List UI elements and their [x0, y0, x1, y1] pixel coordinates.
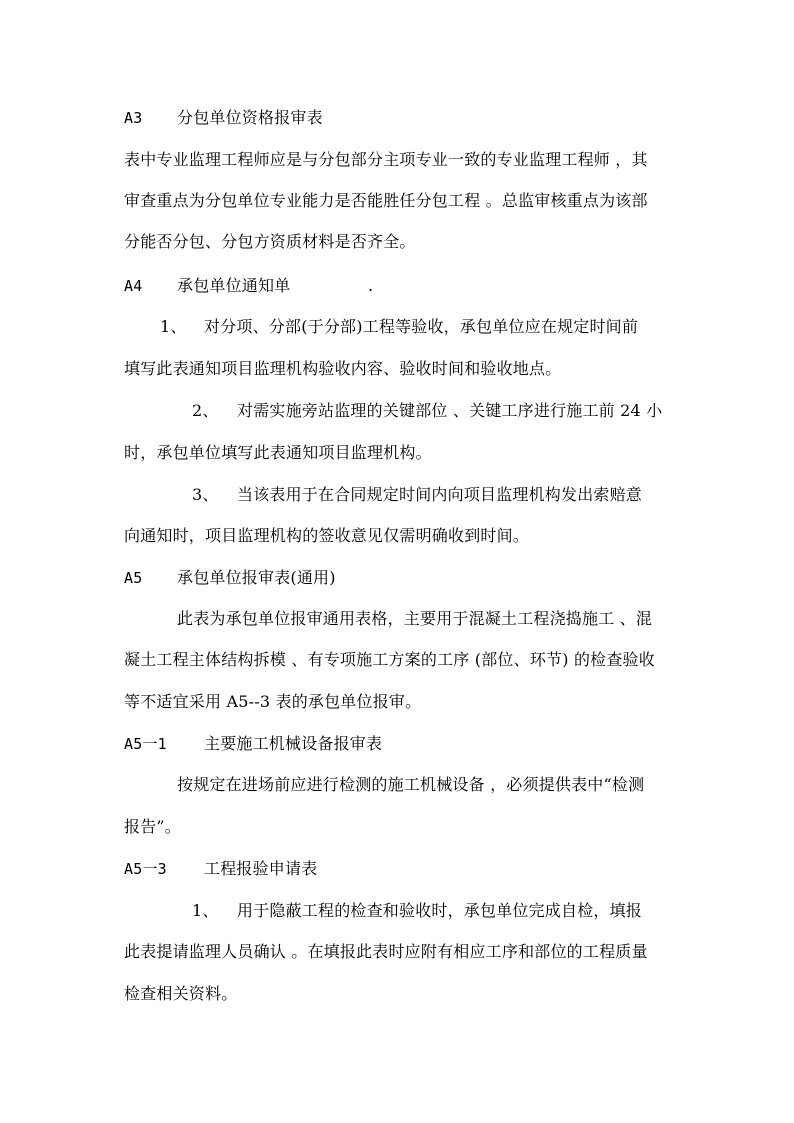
section-code-a4: A4	[124, 277, 143, 295]
section-title-a4: 承包单位通知单	[177, 276, 291, 295]
list-item-text: 向通知时，项目监理机构的签收意见仅需明确收到时间。	[124, 526, 530, 545]
paragraph-line: 凝土工程主体结构拆模 、有专项施工方案的工序 (部位、环节) 的检查验收	[124, 650, 655, 669]
list-item-text: 当该表用于在合同规定时间内向项目监理机构发出索赔意	[237, 485, 643, 504]
section-code-a5-3: A5一3	[124, 860, 167, 878]
section-title-a5-3: 工程报验申请表	[204, 859, 318, 878]
list-item-number: 3、	[192, 485, 219, 504]
list-item-text: 用于隐蔽工程的检查和验收时，承包单位完成自检，填报	[237, 901, 643, 920]
paragraph-line: 表中专业监理工程师应是与分包部分主项专业一致的专业监理工程师 ，其	[124, 150, 648, 169]
list-item-text: 对需实施旁站监理的关键部位 、关键工序进行施工前 24 小	[237, 401, 663, 420]
list-item-number: 1、	[160, 317, 187, 336]
list-item-number: 2、	[192, 401, 219, 420]
list-item-number: 1、	[192, 901, 219, 920]
paragraph-line: 分能否分包、分包方资质材料是否齐全。	[124, 232, 416, 251]
paragraph-line: 按规定在进场前应进行检测的施工机械设备 ，必须提供表中“检测	[177, 775, 645, 794]
section-title-a5-1: 主要施工机械设备报审表	[204, 734, 383, 753]
section-title-a3: 分包单位资格报审表	[177, 108, 323, 127]
paragraph-line: 报告”。	[124, 817, 181, 836]
section-code-a5: A5	[124, 569, 143, 587]
paragraph-line: 此表为承包单位报审通用表格，主要用于混凝土工程浇捣施工 、混	[177, 609, 653, 628]
section-code-a5-1: A5一1	[124, 735, 167, 753]
section-title-a5: 承包单位报审表(通用)	[177, 568, 336, 587]
list-item-text: 此表提请监理人员确认 。在填报此表时应附有相应工序和部位的工程质量	[124, 942, 648, 961]
section-code-a3: A3	[124, 109, 143, 127]
list-item-text: 填写此表通知项目监理机构验收内容、验收时间和验收地点。	[124, 359, 562, 378]
list-item-text: 检查相关资料。	[124, 984, 238, 1003]
trailing-mark: .	[368, 276, 374, 295]
paragraph-line: 审查重点为分包单位专业能力是否能胜任分包工程 。总监审核重点为该部	[124, 191, 648, 210]
paragraph-line: 等不适宜采用 A5--3 表的承包单位报审。	[124, 692, 422, 711]
list-item-text: 对分项、分部(于分部)工程等验收，承包单位应在规定时间前	[204, 317, 639, 336]
list-item-text: 时，承包单位填写此表通知项目监理机构。	[124, 443, 432, 462]
